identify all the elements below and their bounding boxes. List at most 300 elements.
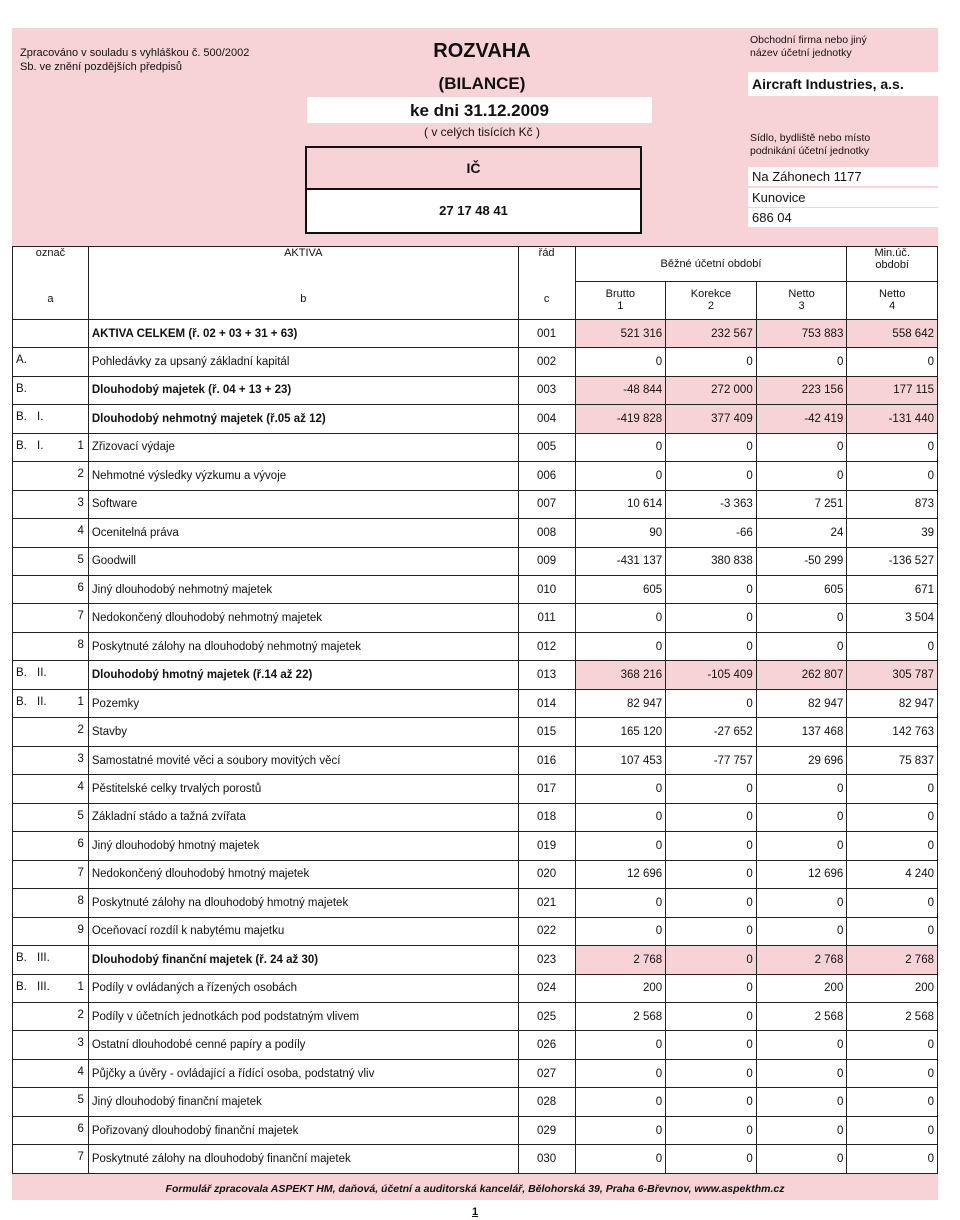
table-row	[13, 775, 938, 803]
row-number: 025	[518, 1003, 575, 1031]
value-korekce: 0	[666, 1003, 757, 1031]
row-number: 005	[518, 433, 575, 461]
row-label: Poskytnuté zálohy na dlouhodobý nehmotný majetek	[88, 632, 518, 660]
row-number: 021	[518, 889, 575, 917]
row-designation	[13, 1088, 89, 1116]
firm-label	[750, 34, 936, 60]
row-designation	[13, 348, 89, 376]
value-korekce: 0	[666, 803, 757, 831]
value-korekce: 0	[666, 1031, 757, 1059]
value-brutto: 200	[575, 974, 666, 1002]
value-brutto: 2 768	[575, 946, 666, 974]
value-brutto: 0	[575, 917, 666, 945]
value-netto: 0	[756, 433, 847, 461]
value-brutto: 521 316	[575, 319, 666, 347]
value-korekce: 0	[666, 462, 757, 490]
row-designation	[13, 1003, 89, 1031]
value-netto: 605	[756, 575, 847, 603]
legal-note-line: Zpracováno v souladu s vyhláškou č. 500/2002	[20, 47, 250, 59]
table-row	[13, 490, 938, 518]
value-netto-prev: 200	[847, 974, 938, 1002]
value-brutto: 0	[575, 632, 666, 660]
table-row	[13, 1088, 938, 1116]
value-netto-prev: 0	[847, 462, 938, 490]
row-label: Dlouhodobý hmotný majetek (ř.14 až 22)	[88, 661, 518, 689]
value-netto-prev: 0	[847, 803, 938, 831]
row-number: 007	[518, 490, 575, 518]
firm-label-line: Obchodní firma nebo jiný	[750, 34, 867, 46]
table-row	[13, 803, 938, 831]
designation-item: 5	[77, 553, 84, 566]
row-label: Jiný dlouhodobý nehmotný majetek	[88, 575, 518, 603]
value-korekce: -77 757	[666, 746, 757, 774]
designation-letter: B.	[16, 980, 27, 993]
value-netto-prev: 305 787	[847, 661, 938, 689]
designation-group: I.	[37, 439, 44, 452]
value-korekce: 0	[666, 917, 757, 945]
row-number: 019	[518, 832, 575, 860]
value-korekce: 0	[666, 575, 757, 603]
designation-group: III.	[37, 980, 50, 993]
value-brutto: 0	[575, 889, 666, 917]
value-netto: 262 807	[756, 661, 847, 689]
value-netto-prev: 0	[847, 917, 938, 945]
value-netto: 0	[756, 462, 847, 490]
value-netto: 753 883	[756, 319, 847, 347]
designation-item: 2	[77, 468, 84, 481]
designation-letter: B.	[16, 411, 27, 424]
row-number: 023	[518, 946, 575, 974]
value-netto-prev: 39	[847, 519, 938, 547]
value-netto-prev: 0	[847, 889, 938, 917]
units-note: ( v celých tisících Kč )	[423, 125, 541, 139]
header-col-c: c	[543, 293, 550, 305]
row-designation	[13, 433, 89, 461]
value-brutto: 0	[575, 1059, 666, 1087]
assets-table	[12, 246, 938, 1174]
assets-table-header	[13, 247, 938, 320]
value-brutto: 0	[575, 433, 666, 461]
address-city: Kunovice	[748, 188, 938, 207]
legal-note-line: Sb. ve znění pozdějších předpisů	[20, 61, 183, 73]
designation-item: 5	[77, 1094, 84, 1107]
value-korekce: -27 652	[666, 718, 757, 746]
value-brutto: 0	[575, 1088, 666, 1116]
designation-item: 3	[77, 752, 84, 765]
row-number: 029	[518, 1116, 575, 1144]
table-row	[13, 462, 938, 490]
header-oznac: označ a	[13, 247, 89, 320]
row-label: Pěstitelské celky trvalých porostů	[88, 775, 518, 803]
row-number: 011	[518, 604, 575, 632]
table-row	[13, 974, 938, 1002]
value-netto: 82 947	[756, 689, 847, 717]
designation-item: 1	[77, 695, 84, 708]
row-designation	[13, 604, 89, 632]
ic-box	[305, 146, 642, 234]
value-brutto: 165 120	[575, 718, 666, 746]
value-netto: 2 768	[756, 946, 847, 974]
value-brutto: 0	[575, 832, 666, 860]
firm-name: Aircraft Industries, a.s.	[748, 72, 938, 96]
value-brutto: 605	[575, 575, 666, 603]
value-korekce: -105 409	[666, 661, 757, 689]
value-brutto: 0	[575, 462, 666, 490]
value-netto: 12 696	[756, 860, 847, 888]
value-brutto: 0	[575, 775, 666, 803]
row-label: Zřizovací výdaje	[88, 433, 518, 461]
row-label: Základní stádo a tažná zvířata	[88, 803, 518, 831]
row-number: 008	[518, 519, 575, 547]
designation-letter: B.	[16, 667, 27, 680]
value-korekce: 0	[666, 775, 757, 803]
row-number: 010	[518, 575, 575, 603]
row-label: Ocenitelná práva	[88, 519, 518, 547]
designation-group: II.	[37, 667, 47, 680]
value-netto-prev: -136 527	[847, 547, 938, 575]
table-row	[13, 1059, 938, 1087]
row-designation	[13, 889, 89, 917]
table-row	[13, 889, 938, 917]
value-netto: 0	[756, 832, 847, 860]
row-label: Poskytnuté zálohy na dlouhodobý hmotný majetek	[88, 889, 518, 917]
designation-item: 2	[77, 724, 84, 737]
row-number: 016	[518, 746, 575, 774]
value-netto-prev: 0	[847, 1116, 938, 1144]
row-label: Podíly v účetních jednotkách pod podstatným vlivem	[88, 1003, 518, 1031]
row-label: Samostatné movité věci a soubory movitých věcí	[88, 746, 518, 774]
value-netto: 0	[756, 803, 847, 831]
value-korekce: 0	[666, 604, 757, 632]
value-netto-prev: 0	[847, 632, 938, 660]
value-brutto: 0	[575, 1116, 666, 1144]
value-brutto: 0	[575, 1031, 666, 1059]
row-designation	[13, 490, 89, 518]
row-designation	[13, 661, 89, 689]
value-netto: 200	[756, 974, 847, 1002]
value-netto: 0	[756, 775, 847, 803]
value-netto: 0	[756, 1088, 847, 1116]
row-designation	[13, 746, 89, 774]
row-number: 009	[518, 547, 575, 575]
row-designation	[13, 803, 89, 831]
value-korekce: 0	[666, 689, 757, 717]
row-label: Poskytnuté zálohy na dlouhodobý finanční majetek	[88, 1145, 518, 1174]
value-brutto: 0	[575, 604, 666, 632]
designation-item: 6	[77, 581, 84, 594]
value-netto-prev: 4 240	[847, 860, 938, 888]
designation-item: 3	[77, 1037, 84, 1050]
table-row	[13, 718, 938, 746]
table-row	[13, 575, 938, 603]
row-number: 018	[518, 803, 575, 831]
row-label: Nehmotné výsledky výzkumu a vývoje	[88, 462, 518, 490]
row-number: 002	[518, 348, 575, 376]
value-brutto: 0	[575, 348, 666, 376]
header-rad: řád c	[518, 247, 575, 320]
address-street: Na Záhonech 1177	[748, 167, 938, 186]
designation-letter: A.	[16, 354, 27, 367]
row-designation	[13, 1116, 89, 1144]
row-designation	[13, 319, 89, 347]
value-korekce: 0	[666, 860, 757, 888]
row-designation	[13, 775, 89, 803]
value-korekce: 0	[666, 946, 757, 974]
header-prev-period: Min.úč. období	[847, 247, 938, 282]
page-title: ROZVAHA	[433, 40, 531, 62]
value-netto: 24	[756, 519, 847, 547]
value-netto: 0	[756, 1059, 847, 1087]
value-netto-prev: 75 837	[847, 746, 938, 774]
row-designation	[13, 1059, 89, 1087]
header-netto: Netto 3	[756, 281, 847, 319]
value-korekce: 0	[666, 1059, 757, 1087]
table-row	[13, 860, 938, 888]
header-netto-prev: Netto 4	[847, 281, 938, 319]
header-korekce: Korekce 2	[666, 281, 757, 319]
row-label: Nedokončený dlouhodobý nehmotný majetek	[88, 604, 518, 632]
value-netto-prev: 0	[847, 775, 938, 803]
row-number: 006	[518, 462, 575, 490]
row-designation	[13, 860, 89, 888]
row-label: Oceňovací rozdíl k nabytému majetku	[88, 917, 518, 945]
row-number: 012	[518, 632, 575, 660]
row-number: 030	[518, 1145, 575, 1174]
value-netto: 0	[756, 917, 847, 945]
value-netto: 0	[756, 1116, 847, 1144]
value-korekce: -3 363	[666, 490, 757, 518]
value-brutto: 90	[575, 519, 666, 547]
row-label: Dlouhodobý finanční majetek (ř. 24 až 30)	[88, 946, 518, 974]
table-row	[13, 319, 938, 347]
value-korekce: 0	[666, 433, 757, 461]
row-label: Jiný dlouhodobý finanční majetek	[88, 1088, 518, 1116]
row-label: Stavby	[88, 718, 518, 746]
page-number: 1	[471, 1206, 479, 1218]
seat-label-line: podnikání účetní jednotky	[750, 145, 870, 157]
designation-item: 5	[77, 809, 84, 822]
value-korekce: 0	[666, 832, 757, 860]
row-number: 022	[518, 917, 575, 945]
value-brutto: -48 844	[575, 376, 666, 404]
value-netto: 7 251	[756, 490, 847, 518]
value-netto-prev: 0	[847, 832, 938, 860]
row-label: Pohledávky za upsaný základní kapitál	[88, 348, 518, 376]
designation-letter: B.	[16, 695, 27, 708]
value-netto: -50 299	[756, 547, 847, 575]
value-korekce: 232 567	[666, 319, 757, 347]
table-row	[13, 632, 938, 660]
value-netto-prev: 2 568	[847, 1003, 938, 1031]
row-label: Goodwill	[88, 547, 518, 575]
designation-item: 7	[77, 1151, 84, 1164]
row-designation	[13, 917, 89, 945]
table-row	[13, 547, 938, 575]
ic-value: 27 17 48 41	[307, 190, 640, 232]
row-number: 014	[518, 689, 575, 717]
value-korekce: 0	[666, 974, 757, 1002]
value-netto: -42 419	[756, 405, 847, 433]
row-label: Nedokončený dlouhodobý hmotný majetek	[88, 860, 518, 888]
table-row	[13, 376, 938, 404]
table-row	[13, 917, 938, 945]
value-netto-prev: 0	[847, 348, 938, 376]
table-row	[13, 832, 938, 860]
value-netto: 223 156	[756, 376, 847, 404]
value-netto-prev: -131 440	[847, 405, 938, 433]
table-row	[13, 746, 938, 774]
value-netto: 2 568	[756, 1003, 847, 1031]
value-netto-prev: 82 947	[847, 689, 938, 717]
value-brutto: 82 947	[575, 689, 666, 717]
value-korekce: 0	[666, 348, 757, 376]
value-brutto: 12 696	[575, 860, 666, 888]
assets-table-body	[13, 319, 938, 1173]
form-footer-note: Formulář zpracovala ASPEKT HM, daňová, účetní a auditorská kancelář, Bělohorská 39, Praha 6-Břevnov, www.aspekthm.cz	[165, 1183, 785, 1195]
table-row	[13, 519, 938, 547]
row-designation	[13, 575, 89, 603]
value-brutto: 0	[575, 1145, 666, 1174]
legal-note	[20, 46, 249, 74]
value-korekce: 380 838	[666, 547, 757, 575]
designation-letter: B.	[16, 382, 27, 395]
row-label: Pozemky	[88, 689, 518, 717]
designation-item: 8	[77, 895, 84, 908]
value-netto-prev: 177 115	[847, 376, 938, 404]
row-number: 015	[518, 718, 575, 746]
row-number: 004	[518, 405, 575, 433]
row-label: Půjčky a úvěry - ovládající a řídící osoba, podstatný vliv	[88, 1059, 518, 1087]
value-netto-prev: 2 768	[847, 946, 938, 974]
value-netto-prev: 0	[847, 433, 938, 461]
row-designation	[13, 832, 89, 860]
value-brutto: -431 137	[575, 547, 666, 575]
value-brutto: 368 216	[575, 661, 666, 689]
table-row	[13, 1031, 938, 1059]
address-zip: 686 04	[748, 208, 938, 227]
table-row	[13, 661, 938, 689]
designation-item: 7	[77, 610, 84, 623]
row-number: 020	[518, 860, 575, 888]
designation-item: 4	[77, 525, 84, 538]
value-korekce: -66	[666, 519, 757, 547]
row-number: 024	[518, 974, 575, 1002]
row-designation	[13, 519, 89, 547]
row-designation	[13, 689, 89, 717]
table-row	[13, 604, 938, 632]
row-designation	[13, 1145, 89, 1174]
value-brutto: 10 614	[575, 490, 666, 518]
value-netto-prev: 0	[847, 1145, 938, 1174]
value-netto-prev: 558 642	[847, 319, 938, 347]
designation-item: 6	[77, 1122, 84, 1135]
value-korekce: 377 409	[666, 405, 757, 433]
row-label: Ostatní dlouhodobé cenné papíry a podíly	[88, 1031, 518, 1059]
designation-item: 7	[77, 866, 84, 879]
row-designation	[13, 1031, 89, 1059]
value-brutto: -419 828	[575, 405, 666, 433]
value-netto-prev: 873	[847, 490, 938, 518]
header-aktiva: AKTIVA b	[88, 247, 518, 320]
value-netto-prev: 671	[847, 575, 938, 603]
designation-item: 9	[77, 923, 84, 936]
row-number: 017	[518, 775, 575, 803]
designation-item: 1	[77, 439, 84, 452]
value-netto-prev: 0	[847, 1088, 938, 1116]
table-row	[13, 946, 938, 974]
page-subtitle: (BILANCE)	[438, 74, 526, 93]
row-label: Jiný dlouhodobý hmotný majetek	[88, 832, 518, 860]
table-row	[13, 1145, 938, 1174]
table-row	[13, 348, 938, 376]
value-netto-prev: 142 763	[847, 718, 938, 746]
value-brutto: 107 453	[575, 746, 666, 774]
row-number: 026	[518, 1031, 575, 1059]
row-designation	[13, 974, 89, 1002]
value-netto-prev: 0	[847, 1059, 938, 1087]
designation-item: 2	[77, 1009, 84, 1022]
seat-label-line: Sídlo, bydliště nebo místo	[750, 132, 871, 144]
header-current-period: Běžné účetní období	[575, 247, 847, 282]
value-korekce: 272 000	[666, 376, 757, 404]
value-brutto: 2 568	[575, 1003, 666, 1031]
designation-item: 4	[77, 1065, 84, 1078]
row-number: 001	[518, 319, 575, 347]
value-korekce: 0	[666, 1088, 757, 1116]
table-row	[13, 433, 938, 461]
table-row	[13, 689, 938, 717]
ic-label: IČ	[307, 148, 640, 190]
header-brutto: Brutto 1	[575, 281, 666, 319]
row-number: 013	[518, 661, 575, 689]
table-row	[13, 1003, 938, 1031]
designation-item: 1	[77, 980, 84, 993]
row-designation	[13, 405, 89, 433]
row-designation	[13, 632, 89, 660]
row-label: Dlouhodobý majetek (ř. 04 + 13 + 23)	[88, 376, 518, 404]
designation-item: 4	[77, 781, 84, 794]
row-number: 028	[518, 1088, 575, 1116]
row-designation	[13, 462, 89, 490]
balance-sheet-page	[12, 28, 938, 1218]
value-netto: 0	[756, 889, 847, 917]
value-korekce: 0	[666, 632, 757, 660]
designation-group: I.	[37, 411, 44, 424]
row-label: Pořizovaný dlouhodobý finanční majetek	[88, 1116, 518, 1144]
row-label: AKTIVA CELKEM (ř. 02 + 03 + 31 + 63)	[88, 319, 518, 347]
seat-label	[750, 132, 936, 158]
designation-group: II.	[37, 695, 47, 708]
designation-group: III.	[37, 952, 50, 965]
row-number: 027	[518, 1059, 575, 1087]
designation-letter: B.	[16, 439, 27, 452]
designation-item: 8	[77, 638, 84, 651]
value-korekce: 0	[666, 1116, 757, 1144]
row-designation	[13, 547, 89, 575]
designation-item: 3	[77, 496, 84, 509]
table-row	[13, 1116, 938, 1144]
row-label: Software	[88, 490, 518, 518]
row-label: Podíly v ovládaných a řízených osobách	[88, 974, 518, 1002]
header-col-a: a	[47, 293, 54, 305]
row-designation	[13, 718, 89, 746]
value-korekce: 0	[666, 889, 757, 917]
value-netto: 0	[756, 1031, 847, 1059]
firm-label-line: název účetní jednotky	[750, 47, 852, 59]
value-netto: 29 696	[756, 746, 847, 774]
value-netto: 0	[756, 604, 847, 632]
value-korekce: 0	[666, 1145, 757, 1174]
